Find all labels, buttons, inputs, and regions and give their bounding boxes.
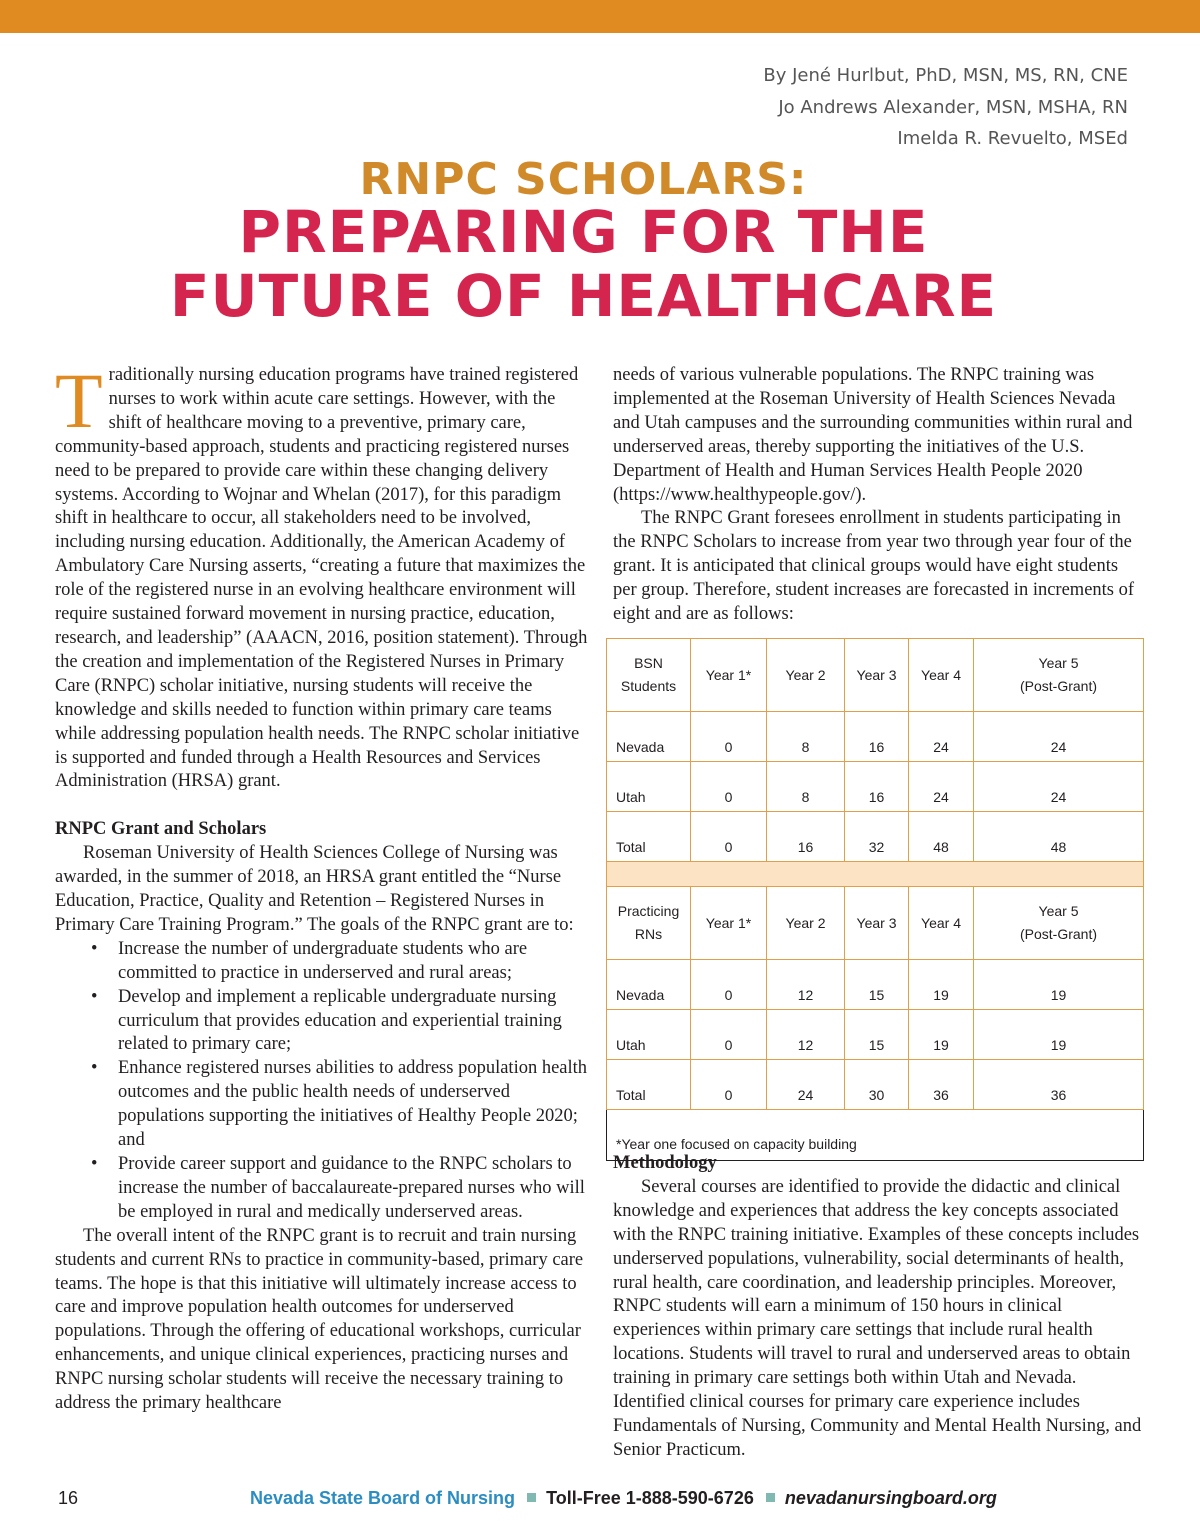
table-row: [607, 960, 1144, 1010]
continued-paragraph: needs of various vulnerable populations. The RNPC training was implemented at the Roseman University of Health Sciences Nevada and Utah campuses and the surrounding communities within rural and underserved areas, thereby supporting the initiatives of the U.S. Department of Health and Human Services Health People 2020 (https://www.healthypeople.gov/).: [613, 365, 1133, 505]
row-label: Nevada: [607, 960, 691, 1010]
table-cell: 24: [974, 762, 1144, 812]
article-title-line-2: FUTURE OF HEALTHCARE: [169, 262, 998, 330]
row-label: Utah: [607, 762, 691, 812]
table-cell: 30: [845, 1060, 909, 1110]
table-cell: 0: [691, 1010, 767, 1060]
table-divider-row: [607, 862, 1144, 887]
header-year-4: Year 4: [909, 887, 974, 960]
header-year-1: Year 1*: [691, 639, 767, 712]
table-cell: 48: [974, 812, 1144, 862]
table-cell: 32: [845, 812, 909, 862]
row-label: Total: [607, 812, 691, 862]
header-year-5: Year 5 (Post-Grant): [974, 887, 1144, 960]
enrollment-table-container: [606, 638, 1144, 1161]
methodology-paragraph: Several courses are identified to provide the didactic and clinical knowledge and experiences that address the key concepts associated with the RNPC training initiative. Examples of these concepts includes underserved populations, vulnerability, social determinants of health, rural health, care coordination, and leadership principles. Moreover, RNPC students will earn a minimum of 150 hours in clinical experiences within primary care settings that include rural health locations. Students will travel to rural and underserved areas to obtain training in primary care settings both within Utah and Nevada. Identified clinical courses for primary care experience includes Fundamentals of Nursing, Community and Mental Health Nursing, and Senior Practicum.: [613, 1176, 1142, 1460]
footer-website-link[interactable]: nevadanursingboard.org: [784, 1488, 997, 1508]
header-year-3: Year 3: [845, 639, 909, 712]
table-row: [607, 1060, 1144, 1110]
table-cell: 12: [767, 960, 845, 1010]
table-cell: 8: [767, 712, 845, 762]
drop-cap: T: [55, 357, 103, 444]
table-footnote: *Year one focused on capacity building: [607, 1110, 1144, 1161]
table-cell: 19: [909, 960, 974, 1010]
header-bsn-students: BSN Students: [607, 639, 691, 712]
footer-bar: [250, 1488, 997, 1509]
table-cell: 19: [974, 960, 1144, 1010]
grant-paragraph: Roseman University of Health Sciences College of Nursing was awarded, in the summer of 2018, an HRSA grant entitled the “Nurse Education, Practice, Quality and Retention – Registered Nurses in Primary Care Training Program.” The goals of the RNPC grant are to:: [55, 843, 574, 935]
page-number: 16: [58, 1488, 79, 1508]
right-column: [613, 364, 1143, 627]
table-cell: 8: [767, 762, 845, 812]
left-column: [55, 357, 590, 1416]
square-bullet-icon: [766, 1493, 775, 1502]
article-title: [0, 200, 1167, 328]
goal-item: • Enhance registered nurses abilities to address population health outcomes and the public health needs of underserved populations supporting the initiatives of Healthy People 2020; and: [118, 1057, 590, 1153]
table-cell: 48: [909, 812, 974, 862]
table-cell: 24: [767, 1060, 845, 1110]
goal-item: • Develop and implement a replicable undergraduate nursing curriculum that provides education and experiential training related to primary care;: [118, 986, 590, 1058]
table-row: [607, 812, 1144, 862]
footer-phone: Toll-Free 1-888-590-6726: [546, 1488, 754, 1508]
goal-item: • Provide career support and guidance to the RNPC scholars to increase the number of baccalaureate-prepared nurses who will be employed in rural and medically underserved areas.: [118, 1153, 590, 1225]
intro-text: raditionally nursing education programs have trained registered nurses to work within acute care settings. However, with the shift of healthcare moving to a preventive, primary care, community-based approach, students and practicing registered nurses need to be prepared to provide care within these changing delivery systems. According to Wojnar and Whelan (2017), for this paradigm shift in healthcare to occur, all stakeholders need to be involved, including nursing education. Additionally, the American Academy of Ambulatory Care Nursing asserts, “creating a future that maximizes the role of the registered nurse in an evolving healthcare environment will require sustained forward movement in nursing practice, education, research, and leadership” (AAACN, 2016, position statement). Through the creation and implementation of the Registered Nurses in Primary Care (RNPC) scholar initiative, nursing students will receive the knowledge and skills needed to function within primary care teams while addressing population health needs. The RNPC scholar initiative is supported and funded through a Health Resources and Services Administration (HRSA) grant.: [55, 365, 588, 792]
header-year-4: Year 4: [909, 639, 974, 712]
goal-item: • Increase the number of undergraduate students who are committed to practice in underserved and rural areas;: [118, 938, 590, 986]
header-year-3: Year 3: [845, 887, 909, 960]
table-cell: 0: [691, 762, 767, 812]
top-color-bar: [0, 0, 1200, 33]
enrollment-table: [606, 638, 1144, 1161]
methodology-section: [613, 1152, 1143, 1463]
table-cell: 0: [691, 712, 767, 762]
author-3: Imelda R. Revuelto, MSEd: [897, 128, 1128, 149]
goals-list: [55, 938, 590, 1225]
row-label: Nevada: [607, 712, 691, 762]
author-1: By Jené Hurlbut, PhD, MSN, MS, RN, CNE: [763, 65, 1128, 86]
table-cell: 16: [845, 762, 909, 812]
row-label: Total: [607, 1060, 691, 1110]
table-header-row: [607, 887, 1144, 960]
table-cell: 15: [845, 1010, 909, 1060]
table-cell: 16: [845, 712, 909, 762]
intent-paragraph: The overall intent of the RNPC grant is to recruit and train nursing students and current RNs to practice in community-based, primary care teams. The hope is that this initiative will ultimately increase access to care and improve population health outcomes for underserved populations. Through the offering of educational workshops, curricular enhancements, and unique clinical experiences, practicing nurses and RNPC nursing scholar students will receive the necessary training to address the primary healthcare: [55, 1225, 584, 1414]
table-cell: 24: [909, 712, 974, 762]
table-row: [607, 1010, 1144, 1060]
header-practicing-rns: Practicing RNs: [607, 887, 691, 960]
table-row: [607, 762, 1144, 812]
enrollment-paragraph: The RNPC Grant foresees enrollment in students participating in the RNPC Scholars to increase from year two through year four of the grant. It is anticipated that clinical groups would have eight students per group. Therefore, student increases are forecasted in increments of eight and are as follows:: [613, 508, 1135, 625]
table-cell: 36: [974, 1060, 1144, 1110]
table-cell: 36: [909, 1060, 974, 1110]
table-cell: 12: [767, 1010, 845, 1060]
header-year-1: Year 1*: [691, 887, 767, 960]
table-cell: 16: [767, 812, 845, 862]
table-cell: 24: [974, 712, 1144, 762]
table-cell: 0: [691, 812, 767, 862]
section-heading-methodology: Methodology: [613, 1153, 717, 1173]
header-year-2: Year 2: [767, 639, 845, 712]
article-title-line-1: PREPARING FOR THE: [238, 198, 929, 266]
table-cell: 15: [845, 960, 909, 1010]
article-kicker: RNPC SCHOLARS:: [359, 154, 808, 205]
table-row: [607, 712, 1144, 762]
row-label: Utah: [607, 1010, 691, 1060]
header-year-2: Year 2: [767, 887, 845, 960]
section-heading-grant: RNPC Grant and Scholars: [55, 819, 267, 840]
author-byline: [763, 60, 1128, 155]
footer-org: Nevada State Board of Nursing: [250, 1488, 516, 1508]
header-year-5: Year 5 (Post-Grant): [974, 639, 1144, 712]
table-cell: 19: [909, 1010, 974, 1060]
author-2: Jo Andrews Alexander, MSN, MSHA, RN: [778, 96, 1128, 118]
table-cell: 24: [909, 762, 974, 812]
table-cell: 0: [691, 960, 767, 1010]
intro-paragraph: [55, 357, 590, 794]
table-cell: 19: [974, 1010, 1144, 1060]
table-header-row: [607, 639, 1144, 712]
table-cell: 0: [691, 1060, 767, 1110]
square-bullet-icon: [527, 1493, 536, 1502]
